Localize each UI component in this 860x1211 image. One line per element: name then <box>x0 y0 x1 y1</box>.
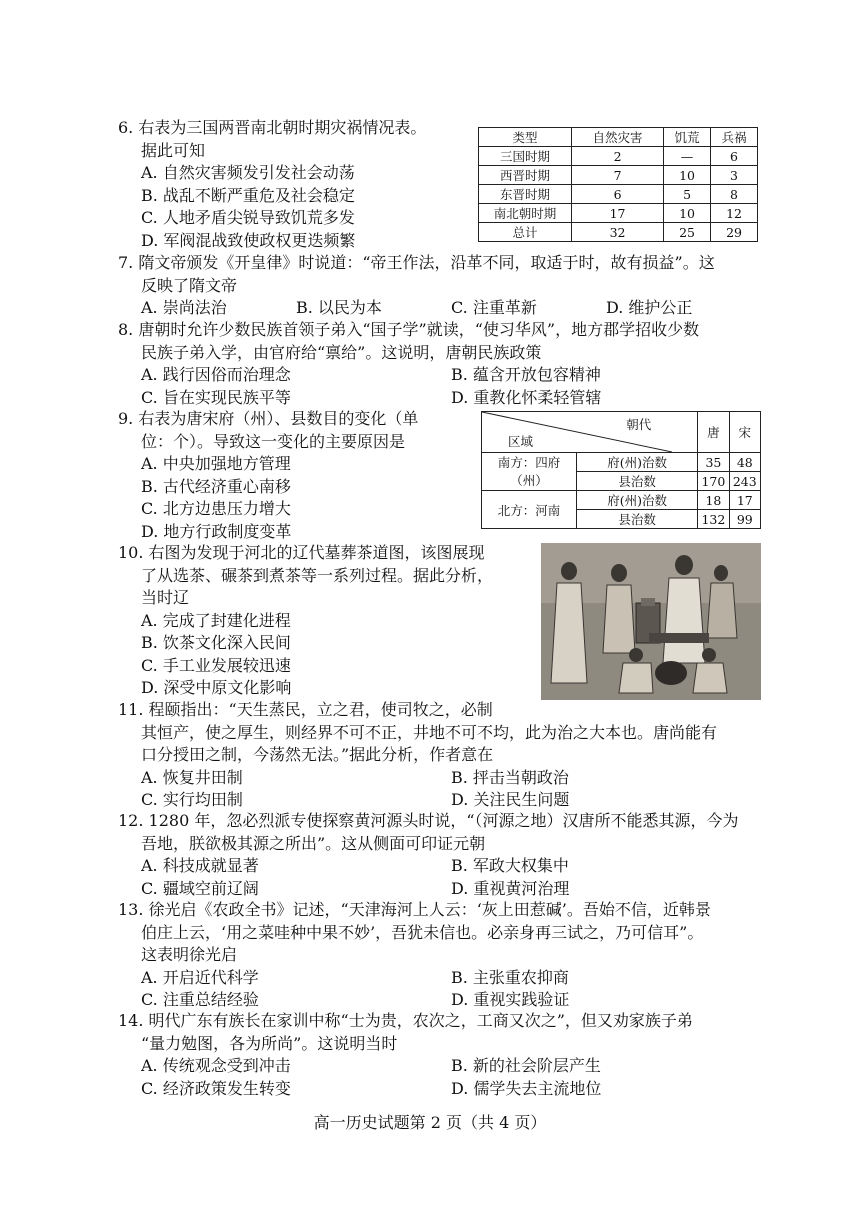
question-stem: 14. 明代广东有族长在家训中称“士为贵，农次之，工商又次之”，但又劝家族子弟 <box>118 1011 693 1030</box>
table-cell: — <box>664 147 711 166</box>
option-b: B. 主张重农抑商 <box>451 967 569 987</box>
option-c: C. 旨在实现民族平等 <box>141 387 291 407</box>
table-header: 兵祸 <box>711 128 758 147</box>
question-stem: 这表明徐光启 <box>141 945 238 964</box>
question-stem: 13. 徐光启《农政全书》记述，“天津海河上人云：‘灰上田惹碱’。吾始不信，近韩景 <box>118 900 711 919</box>
table-cell: 东晋时期 <box>479 185 572 204</box>
question-stem: 9. 右表为唐宋府（州）、县数目的变化（单 <box>118 409 419 428</box>
table-cell: 170 <box>698 472 729 491</box>
question-12 <box>118 810 778 900</box>
question-stem: 据此可知 <box>141 140 206 160</box>
table-header: 唐 <box>698 412 729 453</box>
table-cell: 25 <box>664 223 711 242</box>
option-d: D. 重视实践验证 <box>451 990 570 1009</box>
option-c: C. 实行均田制 <box>141 790 243 809</box>
option-b: B. 抨击当朝政治 <box>451 767 569 787</box>
option-a: A. 开启近代科学 <box>141 967 259 987</box>
table-cell: 48 <box>729 453 760 472</box>
option-a: A. 完成了封建化进程 <box>141 610 291 630</box>
table-cell: 7 <box>572 166 664 185</box>
mural-illustration <box>541 543 761 700</box>
table-cell: 2 <box>572 147 664 166</box>
question-8 <box>118 319 778 409</box>
table-cell: 10 <box>664 166 711 185</box>
question-stem: 民族子弟入学，由官府给“禀给”。这说明，唐朝民族政策 <box>141 342 542 362</box>
question-stem: “量力勉图，各为所尚”。这说明当时 <box>141 1033 398 1053</box>
page-footer: 高一历史试题第 2 页（共 4 页） <box>313 1113 547 1132</box>
option-b: B. 蕴含开放包容精神 <box>451 365 601 384</box>
option-a: A. 中央加强地方管理 <box>141 454 291 473</box>
question-stem: 6. 右表为三国两晋南北朝时期灾祸情况表。 <box>118 118 427 137</box>
table-cell: 西晋时期 <box>479 166 572 185</box>
table-row <box>479 147 758 166</box>
question-stem: 10. 右图为发现于河北的辽代墓葬茶道图，该图展现 <box>118 543 485 562</box>
table-row <box>479 185 758 204</box>
table-cell: 三国时期 <box>479 147 572 166</box>
table-cell: 17 <box>729 491 760 510</box>
table-cell: 南北朝时期 <box>479 204 572 223</box>
option-d: D. 深受中原文化影响 <box>141 678 292 697</box>
table-cell: 10 <box>664 204 711 223</box>
table-corner <box>482 412 698 453</box>
option-d: D. 维护公正 <box>606 298 693 317</box>
option-d: D. 重视黄河治理 <box>451 878 570 898</box>
disaster-table <box>478 127 758 242</box>
option-b: B. 军政大权集中 <box>451 856 569 875</box>
question-stem: 口分授田之制，今荡然无法。”据此分析，作者意在 <box>141 745 494 764</box>
table-cell: 3 <box>711 166 758 185</box>
region-label: （州） <box>510 472 548 488</box>
table-header: 宋 <box>729 412 760 453</box>
question-7 <box>118 252 778 320</box>
table-cell: 总计 <box>479 223 572 242</box>
question-stem: 吾地，朕欲极其源之所出”。这从侧面可印证元朝 <box>141 833 486 853</box>
question-stem: 11. 程颐指出：“天生蒸民，立之君，使司牧之，必制 <box>118 700 493 719</box>
option-c: C. 注重革新 <box>451 298 537 317</box>
table-row <box>479 223 758 242</box>
question-11 <box>118 699 778 812</box>
option-c: C. 北方边患压力增大 <box>141 499 291 518</box>
prefecture-county-table <box>481 411 761 529</box>
option-b: B. 古代经济重心南移 <box>141 476 291 496</box>
corner-label: 朝代 <box>626 417 652 432</box>
question-13 <box>118 899 778 1012</box>
question-stem: 8. 唐朝时允许少数民族首领子弟入“国子学”就读，“使习华风”，地方郡学招收少数 <box>118 320 700 339</box>
table-cell: 99 <box>729 510 760 529</box>
region-label: 南方：四府 <box>497 454 561 470</box>
question-stem: 其恒产，使之厚生，则经界不可不正，井地不可不均，此为治之大本也。唐尚能有 <box>141 722 718 742</box>
question-stem: 反映了隋文帝 <box>141 275 238 295</box>
table-cell: 132 <box>698 510 729 529</box>
region-cell: 北方：河南 <box>482 491 577 529</box>
table-row <box>482 491 761 510</box>
option-a: A. 科技成就显著 <box>141 856 259 875</box>
tea-ceremony-mural-image <box>541 543 761 700</box>
option-a: A. 传统观念受到冲击 <box>141 1056 291 1075</box>
region-cell <box>482 453 577 491</box>
table-cell: 县治数 <box>577 472 698 491</box>
question-stem: 12. 1280 年，忽必烈派专使探察黄河源头时说，“（河源之地）汉唐所不能悉其源，今为 <box>118 811 739 830</box>
option-b: B. 以民为本 <box>296 298 382 317</box>
option-a: A. 践行因俗而治理念 <box>141 365 291 384</box>
option-c: C. 手工业发展较迅速 <box>141 655 291 675</box>
option-c: C. 注重总结经验 <box>141 990 259 1009</box>
option-d: D. 地方行政制度变革 <box>141 521 292 541</box>
table-header: 自然灾害 <box>572 128 664 147</box>
option-d: D. 重教化怀柔轻管辖 <box>451 387 602 407</box>
option-a: A. 恢复井田制 <box>141 767 243 787</box>
question-stem: 当时辽 <box>141 588 190 607</box>
table-cell: 县治数 <box>577 510 698 529</box>
table-cell: 17 <box>572 204 664 223</box>
table-header: 饥荒 <box>664 128 711 147</box>
table-cell: 18 <box>698 491 729 510</box>
table-cell: 8 <box>711 185 758 204</box>
option-b: B. 战乱不断严重危及社会稳定 <box>141 185 355 205</box>
table-cell: 6 <box>572 185 664 204</box>
table-row <box>482 453 761 472</box>
table-cell: 243 <box>729 472 760 491</box>
table-cell: 12 <box>711 204 758 223</box>
table-cell: 府(州)治数 <box>577 453 698 472</box>
question-14 <box>118 1010 778 1100</box>
question-stem: 了从选茶、碾茶到煮茶等一系列过程。据此分析， <box>141 565 494 585</box>
table-cell: 5 <box>664 185 711 204</box>
table-cell: 6 <box>711 147 758 166</box>
table-header: 类型 <box>479 128 572 147</box>
table-row <box>479 204 758 223</box>
question-stem: 7. 隋文帝颁发《开皇律》时说道：“帝王作法，沿革不同，取适于时，故有损益”。这 <box>118 253 715 272</box>
option-b: B. 饮茶文化深入民间 <box>141 633 291 652</box>
option-c: C. 经济政策发生转变 <box>141 1078 291 1098</box>
table-cell: 32 <box>572 223 664 242</box>
option-d: D. 军阀混战致使政权更迭频繁 <box>141 230 356 250</box>
table-cell: 35 <box>698 453 729 472</box>
table-cell: 29 <box>711 223 758 242</box>
option-b: B. 新的社会阶层产生 <box>451 1056 601 1075</box>
question-stem: 位：个）。导致这一变化的主要原因是 <box>141 431 406 451</box>
option-d: D. 儒学失去主流地位 <box>451 1078 602 1098</box>
corner-label: 区域 <box>508 434 534 449</box>
question-stem: 伯庄上云，‘用之菜哇种中果不妙’，吾犹未信也。必亲身再三试之，乃可信耳”。 <box>141 922 704 942</box>
option-c: C. 人地矛盾尖锐导致饥荒多发 <box>141 208 355 227</box>
table-cell: 府(州)治数 <box>577 491 698 510</box>
option-c: C. 疆域空前辽阔 <box>141 878 259 898</box>
table-row <box>479 166 758 185</box>
option-a: A. 崇尚法治 <box>141 298 227 317</box>
option-d: D. 关注民生问题 <box>451 790 570 809</box>
option-a: A. 自然灾害频发引发社会动荡 <box>141 163 355 182</box>
